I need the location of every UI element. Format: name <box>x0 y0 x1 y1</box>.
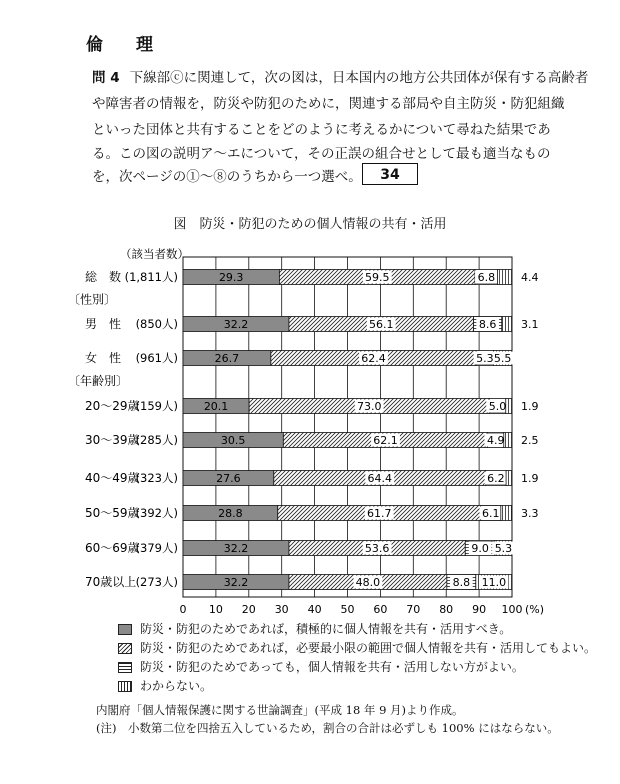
x-tick-label: 100 <box>501 603 523 616</box>
x-unit-label: (%) <box>525 603 545 616</box>
value-label: 61.7 <box>366 507 392 520</box>
x-tick-label: 70 <box>406 603 421 616</box>
legend-item-4: わからない。 <box>118 677 212 694</box>
question-number: 問 4 <box>92 70 120 86</box>
value-label: 6.8 <box>477 271 496 284</box>
bar-segment-unknown <box>506 399 512 414</box>
value-label: 5.3 <box>476 352 494 365</box>
value-label: 26.7 <box>214 352 240 365</box>
bar-segment-unknown <box>498 270 512 285</box>
category-label: 50～59歳 <box>85 506 140 520</box>
sample-size-header: （該当者数） <box>120 247 189 261</box>
value-label: 32.2 <box>223 318 249 331</box>
value-label: 27.6 <box>216 472 241 485</box>
footnote: (注) 小数第二位を四捨五入しているため，割合の合計は必ずしも 100% にはならない。 <box>96 721 559 735</box>
value-label: 1.9 <box>521 472 539 485</box>
value-label: 32.2 <box>223 542 249 555</box>
legend-swatch-vertical <box>118 681 132 692</box>
value-label: 5.0 <box>488 400 507 413</box>
category-count: (285人) <box>135 433 178 447</box>
value-label: 30.5 <box>220 434 246 447</box>
legend-item-2: 防災・防犯のためであれば，必要最小限の範囲で個人情報を共有・活用してもよい。 <box>118 639 596 656</box>
value-label: 2.5 <box>521 434 539 447</box>
category-count: (1,811人) <box>124 270 178 284</box>
section-title: 倫 理 <box>86 35 161 55</box>
category-label: 女 性 <box>85 351 122 365</box>
value-label: 62.1 <box>373 434 398 447</box>
question-line-1: 問 4 下線部ⓒに関連して，次の図は，日本国内の地方公共団体が保有する高齢者 <box>92 70 589 86</box>
legend-swatch-diagonal <box>118 643 132 654</box>
answer-number-box: 34 <box>362 163 418 185</box>
question-line-4: る。この図の説明ア〜エについて，その正誤の組合せとして最も適当なもの <box>92 146 551 162</box>
value-label: 5.5 <box>493 352 512 365</box>
x-tick-label: 20 <box>241 603 256 616</box>
value-label: 1.9 <box>521 400 539 413</box>
value-label: 8.8 <box>452 576 471 589</box>
legend-item-3: 防災・防犯のためであっても，個人情報を共有・活用しない方がよい。 <box>118 658 524 675</box>
value-label: 64.4 <box>367 472 392 485</box>
value-label: 8.6 <box>478 318 497 331</box>
question-line-2: や障害者の情報を，防災や防犯のために，関連する部局や自主防災・防犯組織 <box>92 96 565 112</box>
value-label: 9.0 <box>471 542 489 555</box>
legend-swatch-horizontal <box>118 662 132 673</box>
category-label: 男 性 <box>85 317 122 331</box>
group-label: 〔性別〕 <box>68 292 117 307</box>
category-count: (850人) <box>135 317 178 331</box>
bar-segment-unknown <box>504 433 512 448</box>
category-count: (379人) <box>135 541 178 555</box>
value-label: 59.5 <box>365 271 390 284</box>
value-label: 62.4 <box>361 352 386 365</box>
value-label: 4.4 <box>521 271 539 284</box>
bar-segment-unknown <box>502 317 512 332</box>
source-note: 内閣府「個人情報保護に関する世論調査」(平成 18 年 9 月)より作成。 <box>96 703 464 717</box>
value-label: 6.2 <box>487 472 505 485</box>
question-line-3: といった団体と共有することをどのように考えるかについて尋ねた結果であ <box>92 122 551 138</box>
value-label: 53.6 <box>364 542 390 555</box>
category-count: (392人) <box>135 506 178 520</box>
x-tick-label: 80 <box>439 603 454 616</box>
value-label: 5.3 <box>494 542 513 555</box>
value-label: 20.1 <box>203 400 229 413</box>
x-tick-label: 40 <box>307 603 322 616</box>
bar-segment-unknown <box>506 471 512 486</box>
category-count: (159人) <box>135 399 178 413</box>
question-line-5: を，次ページの①〜⑧のうちから一つ選べ。 <box>92 169 362 185</box>
legend-item-1: 防災・防犯のためであれば，積極的に個人情報を共有・活用すべき。 <box>118 620 511 637</box>
category-label: 30～39歳 <box>85 433 140 447</box>
value-label: 32.2 <box>223 576 249 589</box>
value-label: 4.9 <box>486 434 505 447</box>
value-label: 6.1 <box>482 507 500 520</box>
value-label: 73.0 <box>356 400 382 413</box>
value-label: 29.3 <box>218 271 244 284</box>
category-label: 総 数 <box>85 270 122 284</box>
value-label: 28.8 <box>218 507 243 520</box>
category-count: (273人) <box>135 575 178 589</box>
value-label: 3.1 <box>521 318 539 331</box>
x-tick-label: 60 <box>373 603 388 616</box>
category-label: 70歳以上 <box>85 575 137 589</box>
group-label: 〔年齢別〕 <box>68 374 129 388</box>
x-tick-label: 10 <box>208 603 223 616</box>
value-label: 11.0 <box>481 576 507 589</box>
figure-title: 図 防災・防犯のための個人情報の共有・活用 <box>173 217 447 232</box>
x-tick-label: 50 <box>340 603 355 616</box>
category-label: 60～69歳 <box>85 541 140 555</box>
value-label: 48.0 <box>355 576 381 589</box>
legend-swatch-solid <box>118 624 132 635</box>
x-tick-label: 0 <box>179 603 187 616</box>
value-label: 3.3 <box>521 507 539 520</box>
category-label: 40～49歳 <box>85 471 140 485</box>
value-label: 56.1 <box>368 318 394 331</box>
x-tick-label: 30 <box>274 603 289 616</box>
category-label: 20～29歳 <box>85 399 140 413</box>
x-tick-label: 90 <box>472 603 487 616</box>
category-count: (323人) <box>135 471 178 485</box>
bar-segment-unknown <box>501 506 512 521</box>
category-count: (961人) <box>135 351 178 365</box>
